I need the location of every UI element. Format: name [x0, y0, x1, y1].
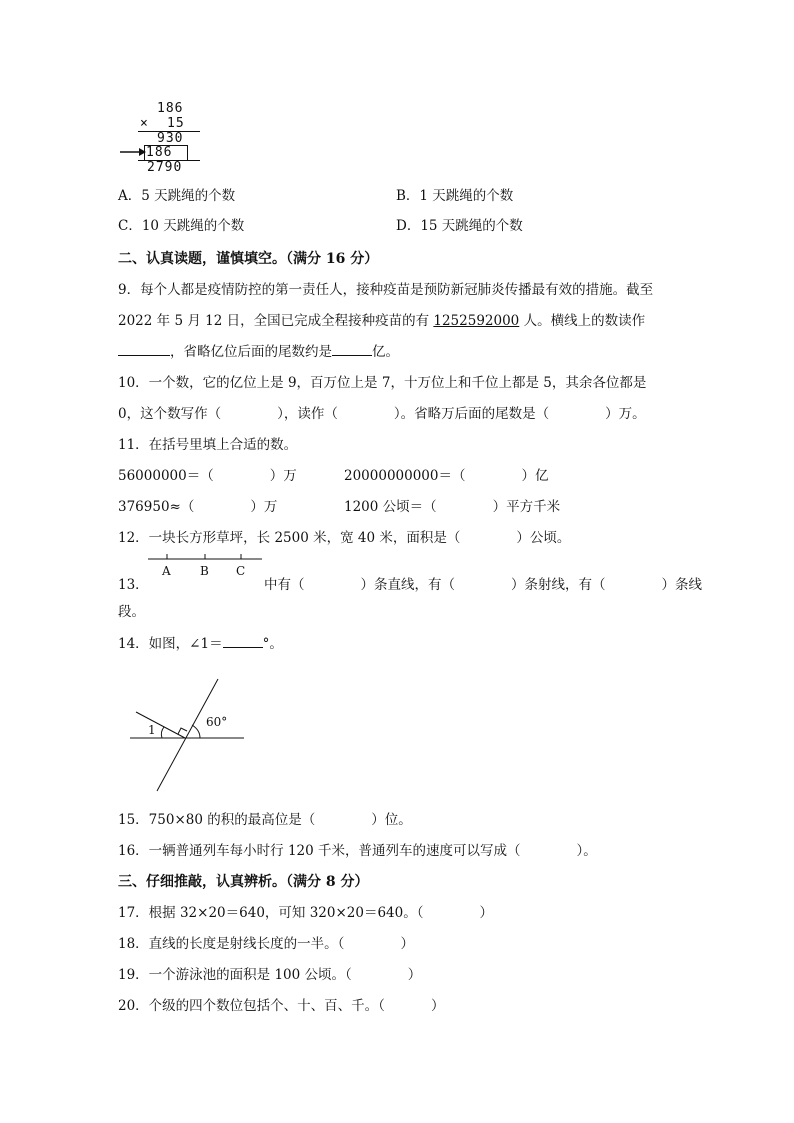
q15-text — [118, 810, 412, 830]
q9-blank-reading[interactable] — [118, 342, 170, 356]
calc-partial1: 930 — [157, 131, 184, 146]
q17-close: ） — [479, 905, 493, 921]
q11-c-pre: 376950≈（ — [118, 499, 195, 515]
q9-line2-pre: 2022 年 5 月 12 日，全国已完成全程接种疫苗的有 — [118, 313, 434, 329]
q9-line2 — [118, 311, 645, 331]
q9-line3 — [118, 342, 399, 362]
q11-item-c — [118, 497, 277, 517]
q10-text-a: 0，这个数写作（ — [118, 406, 222, 422]
q11-b-pre: 20000000000＝（ — [344, 468, 466, 484]
calc-line1: 186 — [157, 101, 184, 116]
section3-title: 三、仔细推敲，认真辨析。（满分 8 分） — [118, 874, 369, 890]
q11-d-post: ）平方千米 — [492, 499, 561, 515]
point-b-label: B — [200, 564, 209, 578]
q16-text — [118, 841, 597, 861]
q9-blank-approx[interactable] — [332, 342, 372, 356]
calc-partial2: 186 — [146, 145, 173, 160]
q11-title: 11．在括号里填上合适的数。 — [118, 437, 298, 453]
q12-text-a: 12．一块长方形草坪，长 2500 米，宽 40 米，面积是（ — [118, 530, 461, 546]
q14-blank[interactable] — [223, 634, 263, 648]
q11-a-post: ）万 — [269, 468, 297, 484]
q19-text-main: 19．一个游泳池的面积是 100 公顷。（ — [118, 967, 352, 983]
q9-line3-a: ，省略亿位后面的尾数约是 — [170, 344, 332, 360]
option-d[interactable]: D．15 天跳绳的个数 — [396, 218, 523, 234]
q17-text-main: 17．根据 32×20＝640，可知 320×20＝640。（ — [118, 905, 424, 921]
angle-figure — [126, 676, 250, 794]
q9-number: 1252592000 — [433, 313, 520, 329]
q15-text-a: 15．750×80 的积的最高位是（ — [118, 812, 316, 828]
q11-c-post: ）万 — [250, 499, 278, 515]
calc-result: 2790 — [147, 160, 183, 175]
calc-sign: × — [140, 116, 149, 131]
option-b[interactable]: B．1 天跳绳的个数 — [396, 188, 514, 204]
angle-60-label: 60° — [206, 715, 228, 729]
q9-line3-b: 亿。 — [372, 344, 399, 360]
calc-line2: 15 — [167, 116, 185, 131]
q11-item-a — [118, 466, 297, 486]
q20-close: ） — [430, 998, 445, 1014]
q20-text — [118, 996, 444, 1016]
option-a[interactable]: A．5 天跳绳的个数 — [118, 188, 236, 204]
q9-line1: 9．每个人都是疫情防控的第一责任人，接种疫苗是预防新冠肺炎传播最有效的措施。截至 — [118, 282, 654, 298]
arrow-right-icon — [120, 147, 146, 157]
q10-text-b: ），读作（ — [277, 406, 338, 422]
point-a-label: A — [162, 564, 171, 578]
q16-text-b: ）。 — [576, 843, 597, 859]
q11-a-pre: 56000000＝（ — [118, 468, 214, 484]
q13-text-b: ）条直线，有（ — [360, 577, 455, 593]
q11-item-d — [344, 497, 560, 517]
q9-line2-post: 人。横线上的数读作 — [519, 313, 646, 329]
q11-b-post: ）亿 — [521, 468, 549, 484]
q19-text — [118, 965, 421, 985]
q19-close: ） — [407, 967, 422, 983]
q13-number: 13． — [118, 577, 149, 593]
q16-text-a: 16．一辆普通列车每小时行 120 千米，普通列车的速度可以写成（ — [118, 843, 521, 859]
q13-text-a: 中有（ — [264, 577, 305, 593]
q20-text-main: 20．个级的四个数位包括个、十、百、千。（ — [118, 998, 385, 1014]
q13-text-end: 段。 — [118, 604, 145, 620]
q14-text-a: 14．如图，∠1＝ — [118, 636, 223, 652]
q10-line1: 10．一个数，它的亿位上是 9，百万位上是 7，十万位上和千位上都是 5，其余各位都是 — [118, 375, 647, 391]
q11-d-pre: 1200 公顷＝（ — [344, 499, 437, 515]
q11-item-b — [344, 466, 548, 486]
q14-text — [118, 634, 283, 654]
q18-text — [118, 934, 414, 954]
q17-text — [118, 903, 493, 923]
option-c[interactable]: C．10 天跳绳的个数 — [118, 218, 245, 234]
q18-close: ） — [400, 936, 414, 952]
q12-text-b: ）公顷。 — [516, 530, 571, 546]
q13-text-c: ）条射线，有（ — [511, 577, 606, 593]
q10-line2 — [118, 404, 646, 424]
q10-text-d: ）万。 — [605, 406, 646, 422]
q14-text-b: °。 — [262, 636, 283, 652]
point-c-label: C — [236, 564, 246, 578]
q18-text-main: 18．直线的长度是射线长度的一半。（ — [118, 936, 345, 952]
q10-text-c: ）。省略万后面的尾数是（ — [393, 406, 550, 422]
q13-text — [264, 575, 702, 595]
angle-1-label: 1 — [148, 723, 156, 737]
q12-text — [118, 528, 570, 548]
section2-title: 二、认真读题，谨慎填空。（满分 16 分） — [118, 251, 379, 267]
q13-text-d: ）条线 — [661, 577, 702, 593]
q15-text-b: ）位。 — [371, 812, 412, 828]
